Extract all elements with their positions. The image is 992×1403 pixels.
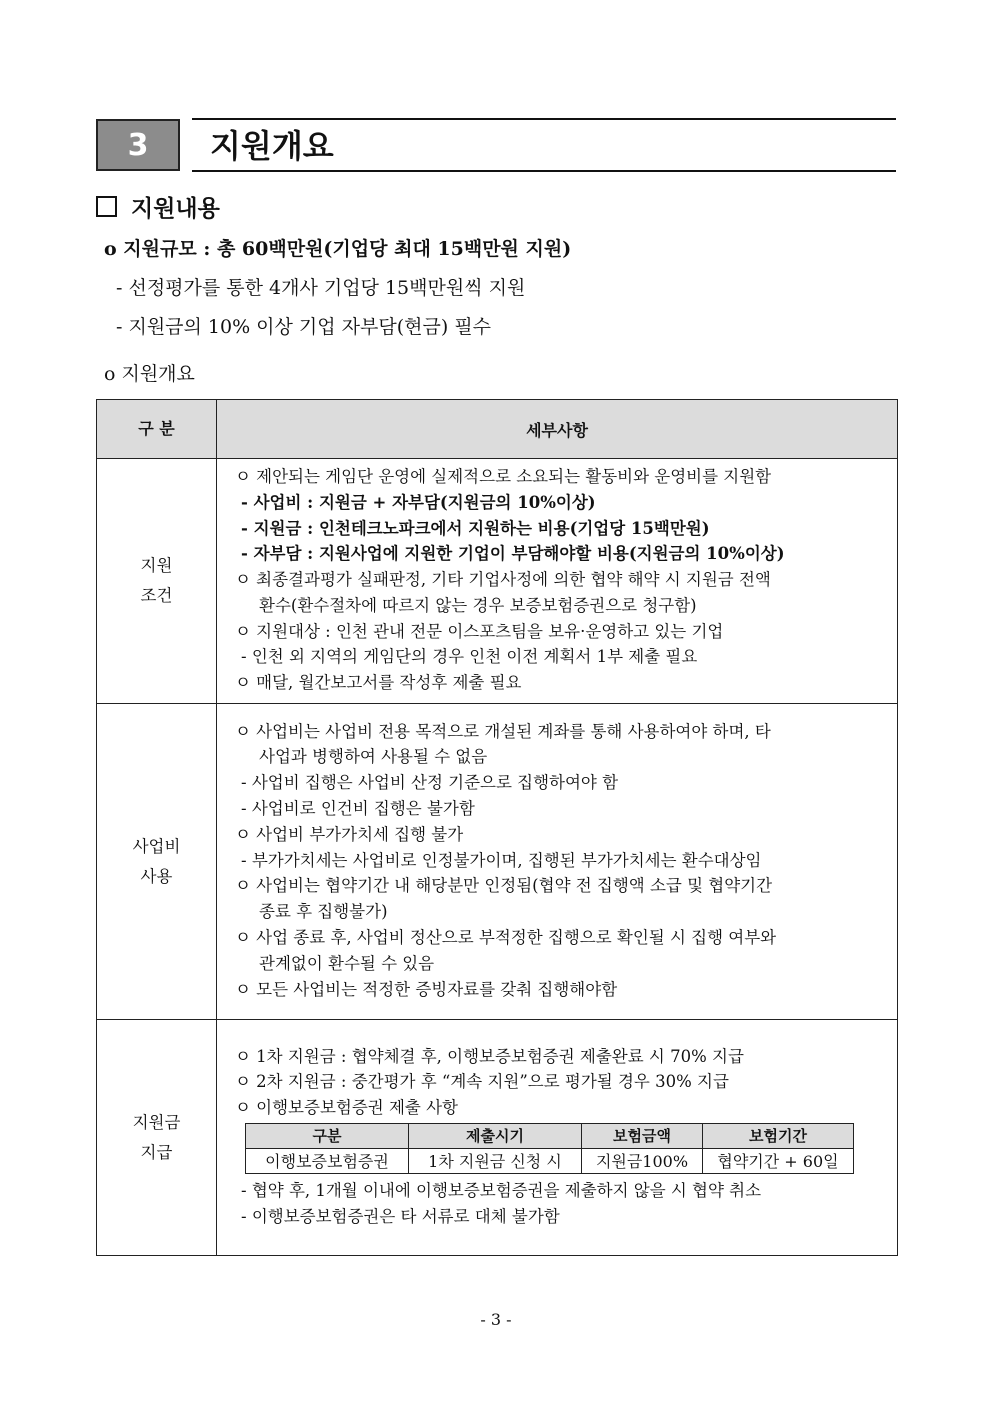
insurance-cell: 지원금100% (582, 1148, 703, 1173)
category-line: 지원금 (132, 1112, 181, 1132)
insurance-header: 보험금액 (582, 1123, 703, 1148)
insurance-cell: 이행보증보험증권 (246, 1148, 409, 1173)
detail-line: ㅇ 제안되는 게임단 운영에 실제적으로 소요되는 활동비와 운영비를 지원함 (235, 466, 772, 486)
detail-line: - 사업비 집행은 사업비 산정 기준으로 집행하여야 함 (241, 773, 619, 793)
table-row-conditions (97, 459, 898, 704)
section-title-bar (192, 118, 896, 172)
detail-line: 종료 후 집행불가) (259, 902, 388, 922)
detail-line: ㅇ 이행보증보험증권 제출 사항 (235, 1098, 458, 1118)
row-category (97, 704, 217, 1020)
checkbox-square-icon (96, 196, 117, 217)
detail-line: 환수(환수절차에 따르지 않는 경우 보증보험증권으로 청구함) (259, 595, 697, 615)
category-line: 사업비 (132, 836, 181, 856)
row-details (217, 1020, 898, 1256)
row-category (97, 459, 217, 704)
detail-line: ㅇ 사업비는 협약기간 내 해당분만 인정됨(협약 전 집행액 소급 및 협약기간 (235, 876, 773, 896)
category-line: 지급 (140, 1142, 173, 1162)
insurance-header-row (246, 1123, 854, 1148)
table-row-payment (97, 1020, 898, 1256)
subheading (96, 190, 220, 223)
detail-line: - 이행보증보험증권은 타 서류로 대체 불가함 (241, 1206, 560, 1226)
row-category (97, 1020, 217, 1256)
support-scale: o 지원규모 : 총 60백만원(기업당 최대 15백만원 지원) (104, 238, 572, 260)
category-line: 지원 (140, 556, 173, 575)
detail-line: ㅇ 1차 지원금 : 협약체결 후, 이행보증보험증권 제출완료 시 70% 지급 (235, 1046, 744, 1066)
category-line: 사용 (140, 866, 173, 886)
scale-item-1: - 선정평가를 통한 4개사 기업당 15백만원씩 지원 (116, 277, 526, 299)
page-number: - 3 - (480, 1310, 512, 1329)
insurance-header: 구분 (246, 1123, 409, 1148)
category-line: 조건 (140, 586, 173, 605)
detail-line: ㅇ 최종결과평가 실패판정, 기타 기업사정에 의한 협약 해약 시 지원금 전액 (235, 570, 771, 590)
detail-line: 관계없이 환수될 수 있음 (259, 953, 435, 973)
detail-line: - 협약 후, 1개월 이내에 이행보증보험증권을 제출하지 않을 시 협약 취소 (241, 1180, 762, 1200)
insurance-cell: 협약기간 + 60일 (703, 1148, 854, 1173)
detail-line: ㅇ 모든 사업비는 적정한 증빙자료를 갖춰 집행해야함 (235, 979, 618, 999)
detail-line: - 인천 외 지역의 게임단의 경우 인천 이전 계획서 1부 제출 필요 (241, 647, 698, 667)
scale-item-2: - 지원금의 10% 이상 기업 자부담(현금) 필수 (116, 316, 492, 338)
detail-line: - 사업비 : 지원금 + 자부담(지원금의 10%이상) (241, 492, 596, 512)
section-title: 지원개요 (210, 127, 334, 165)
row-details (217, 704, 898, 1020)
detail-line: ㅇ 사업비는 사업비 전용 목적으로 개설된 계좌를 통해 사용하여야 하며, 타 (235, 721, 771, 741)
section-number: 3 (96, 119, 180, 171)
detail-line: ㅇ 사업 종료 후, 사업비 정산으로 부적정한 집행으로 확인될 시 집행 여부와 (235, 927, 777, 947)
row-details (217, 459, 898, 704)
header-category: 구 분 (97, 400, 217, 459)
insurance-header: 제출시기 (409, 1123, 582, 1148)
detail-line: - 부가가치세는 사업비로 인정불가이며, 집행된 부가가치세는 환수대상임 (241, 850, 762, 870)
detail-line: - 사업비로 인건비 집행은 불가함 (241, 799, 475, 818)
detail-line: ㅇ 매달, 월간보고서를 작성후 제출 필요 (235, 673, 522, 693)
detail-line: ㅇ 사업비 부가가치세 집행 불가 (235, 824, 464, 844)
insurance-cell: 1차 지원금 신청 시 (409, 1148, 582, 1173)
table-row-usage (97, 704, 898, 1020)
insurance-header: 보험기간 (703, 1123, 854, 1148)
detail-line: 사업과 병행하여 사용될 수 없음 (259, 747, 488, 767)
detail-line: - 지원금 : 인천테크노파크에서 지원하는 비용(기업당 15백만원) (241, 518, 710, 538)
overview-label: o 지원개요 (104, 363, 195, 385)
overview-table (96, 399, 898, 1256)
detail-line: ㅇ 2차 지원금 : 중간평가 후 “계속 지원”으로 평가될 경우 30% 지급 (235, 1072, 729, 1092)
detail-line: - 자부담 : 지원사업에 지원한 기업이 부담해야할 비용(지원금의 10%이상) (241, 544, 785, 564)
detail-line: ㅇ 지원대상 : 인천 관내 전문 이스포츠팀을 보유·운영하고 있는 기업 (235, 621, 724, 641)
subheading-text: 지원내용 (131, 196, 220, 222)
header-details: 세부사항 (217, 400, 898, 459)
insurance-table (245, 1123, 854, 1174)
section-header (96, 118, 896, 172)
table-header-row (97, 400, 898, 459)
insurance-row (246, 1148, 854, 1173)
